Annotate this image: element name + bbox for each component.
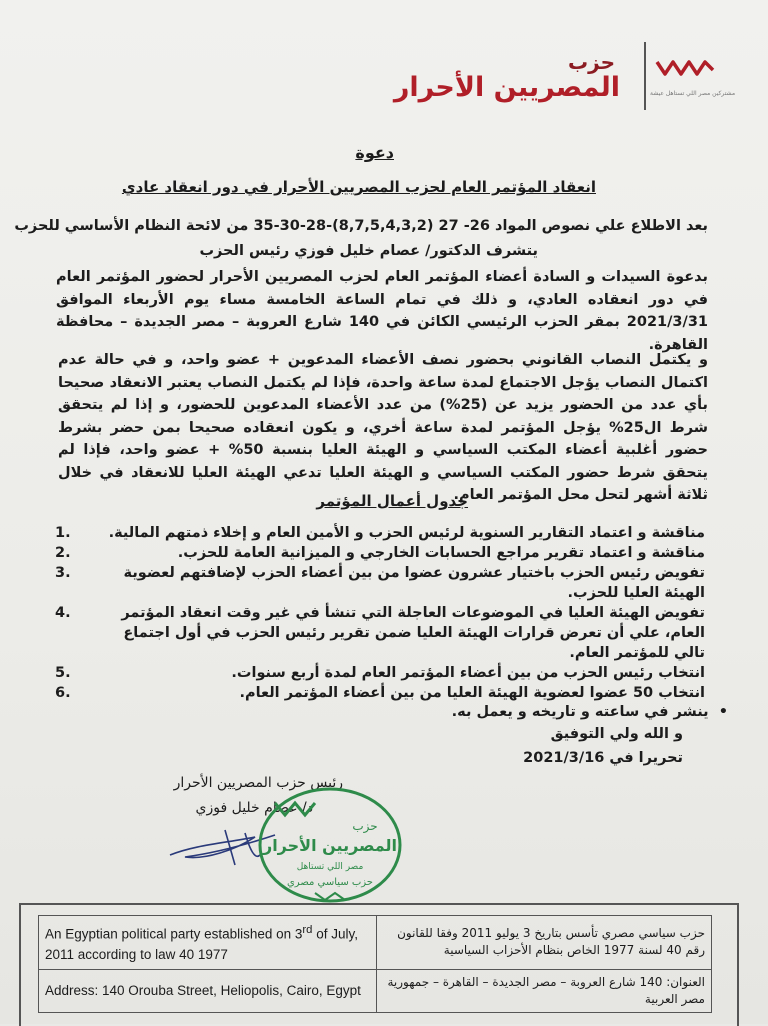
- list-item: [55, 663, 705, 683]
- party-logo: [393, 40, 736, 115]
- agenda-item-text: تفويض رئيس الحزب باختيار عشرون عضوا من بين أعضاء الحزب لإضافتهم لعضوية الهيئة العليا للحزب.: [123, 565, 705, 601]
- agenda-item-text: مناقشة و اعتماد التقارير السنوية لرئيس الحزب و الأمين العام و إخلاء ذمتهم المالية.: [108, 525, 705, 541]
- agenda-item-number: 3.: [55, 565, 71, 581]
- closing-publish: [452, 702, 728, 722]
- agenda-item-number: 2.: [55, 545, 71, 561]
- list-item: [55, 543, 705, 563]
- doc-paragraph-quorum: و يكتمل النصاب القانوني بحضور نصف الأعضاء المدعوين + عضو واحد، و في حالة عدم اكتمال النصاب يؤجل الاجتماع لمدة ساعة واحدة، فإذا لم يكتمل النصاب يعتبر الانعقاد صحيحا بأي عدد من الحضور يزيد عن (25%) من عدد الأعضاء المدعوين للحضور، و إذا لم يتحقق شرط ال25% يؤجل المؤتمر لمدة ساعة أخري، و يكون انعقاده صحيحا بمن حضر بشرط حضور أغلبية أعضاء المكتب السياسي و الهيئة العليا بنسبة 50% + عضو واحد، فإذا لم يتحقق شرط حضور المكتب السياسي و الهيئة العليا تدعي الهيئة العليا للانعقاد في خلال ثلاثة أشهر لتحل محل المؤتمر العام.: [58, 352, 709, 503]
- bullet-icon: •: [708, 704, 728, 720]
- agenda-item-text: تفويض الهيئة العليا في الموضوعات العاجلة التي تنشأ في غير وقت انعقاد المؤتمر العام، علي أن تعرض قرارات الهيئة العليا ضمن تقرير رئيس الحزب في أول اجتماع تالي للمؤتمر العام.: [121, 605, 705, 661]
- agenda-item-text: انتخاب 50 عضوا لعضوية الهيئة العليا من بين أعضاء المؤتمر العام.: [239, 685, 705, 701]
- agenda-item-text: مناقشة و اعتماد تقرير مراجع الحسابات الخارجي و الميزانية العامة للحزب.: [177, 545, 705, 561]
- stamp-line-1: حزب: [352, 819, 378, 833]
- list-item: [55, 523, 705, 543]
- doc-paragraph-invitation: بدعوة السيدات و السادة أعضاء المؤتمر العام لحزب المصريين الأحرار لحضور المؤتمر العام في دور انعقاده العادي، و ذلك في تمام الساعة الخامسة مساء يوم الأربعاء الموافق 2021/3/31 بمقر الحزب الرئيسي الكائن في 140 شارع العروبة – مصر الجديدة – محافظة القاهرة.: [56, 269, 708, 353]
- footer-address-ar: العنوان: 140 شارع العروبة – مصر الجديدة – القاهرة – جمهورية مصر العربية: [377, 969, 712, 1012]
- agenda-item-number: 1.: [55, 525, 71, 541]
- agenda-item-number: 5.: [55, 665, 71, 681]
- doc-honor: يتشرف الدكتور/ عصام خليل فوزي رئيس الحزب: [199, 243, 538, 259]
- footer-address-en: Address: 140 Orouba Street, Heliopolis, Cairo, Egypt: [39, 969, 377, 1012]
- table-row: [39, 969, 712, 1012]
- agenda-title: جدول أعمال المؤتمر: [316, 492, 468, 510]
- stamp-line-4: حزب سياسي مصري: [286, 877, 374, 888]
- signer-name: د/ عصام خليل فوزي: [195, 800, 313, 816]
- doc-title: دعوة: [355, 143, 394, 162]
- logo-slogan: مشتركين مصر اللي تستاهل عيشة: [650, 90, 736, 97]
- agenda-item-number: 4.: [55, 605, 71, 621]
- closing-date: تحريرا في 2021/3/16: [523, 750, 683, 766]
- doc-subtitle: انعقاد المؤتمر العام لحزب المصريين الأحرار في دور انعقاد عادي: [121, 178, 596, 196]
- logo-mark-icon: [655, 58, 715, 80]
- agenda-item-text: انتخاب رئيس الحزب من بين أعضاء المؤتمر العام لمدة أربع سنوات.: [231, 665, 705, 681]
- list-item: [55, 603, 705, 663]
- party-stamp-icon: [255, 785, 405, 905]
- stamp-line-2: المصريين الأحرار: [262, 836, 398, 855]
- logo-party-name: المصريين الأحرار: [393, 72, 620, 103]
- list-item: [55, 683, 705, 703]
- signer-role: رئيس حزب المصريين الأحرار: [173, 775, 343, 791]
- logo-divider: [644, 42, 646, 110]
- closing-success: و الله ولي التوفيق: [550, 726, 683, 742]
- footer-table: [38, 915, 712, 1013]
- agenda-item-number: 6.: [55, 685, 71, 701]
- table-row: [39, 916, 712, 970]
- agenda-list: [55, 523, 705, 703]
- footer-founding-ar: حزب سياسي مصري تأسس بتاريخ 3 يوليو 2011 وفقا للقانون رقم 40 لسنة 1977 الخاص بنظام الأحزاب السياسية: [377, 916, 712, 970]
- footer-founding-en: An Egyptian political party established on 3rd of July, 2011 according to law 40 1977: [39, 916, 377, 970]
- doc-intro: بعد الاطلاع علي نصوص المواد 26- 27 (8,7,5,4,3,2)-28-30-35 من لائحة النظام الأساسي للحزب: [14, 218, 708, 234]
- logo-party-small: حزب: [568, 50, 615, 74]
- stamp-line-3: مصر اللي تستاهل: [296, 862, 364, 872]
- list-item: [55, 563, 705, 603]
- closing-publish-text: ينشر في ساعته و تاريخه و يعمل به.: [451, 704, 709, 720]
